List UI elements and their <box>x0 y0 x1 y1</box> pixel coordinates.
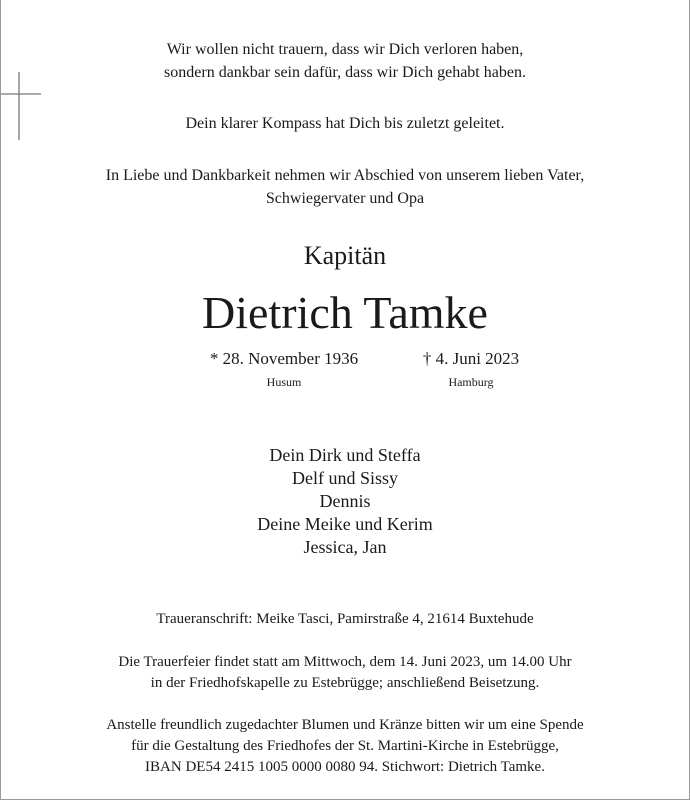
family-member: Dennis <box>319 491 371 511</box>
birth-place: Husum <box>266 375 302 389</box>
death-date: † 4. Juni 2023 <box>422 349 520 368</box>
life-dates <box>1 348 689 394</box>
family-list <box>1 444 689 559</box>
mourning-address: Traueranschrift: Meike Tasci, Pamirstraße 4, 21614 Buxtehude <box>156 611 534 627</box>
family-member: Deine Meike und Kerim <box>257 514 433 534</box>
birth-date: * 28. November 1936 <box>209 349 359 368</box>
birth-info <box>194 348 374 390</box>
donation-line-1: Anstelle freundlich zugedachter Blumen und Kränze bitten wir um eine Spende <box>106 717 584 733</box>
family-member: Dein Dirk und Steffa <box>269 445 421 465</box>
farewell-line-1: In Liebe und Dankbarkeit nehmen wir Abschied von unserem lieben Vater, <box>105 167 585 184</box>
intro-line-2: sondern dankbar sein dafür, dass wir Dich gehabt haben. <box>164 64 526 81</box>
intro-line-1: Wir wollen nicht trauern, dass wir Dich verloren haben, <box>166 41 524 58</box>
donation-line-3: IBAN DE54 2415 1005 0000 0080 94. Stichwort: Dietrich Tamke. <box>145 759 545 775</box>
intro-quote <box>1 38 689 84</box>
death-info <box>381 348 561 390</box>
farewell-line-2: Schwiegervater und Opa <box>265 190 425 207</box>
donation-line-2: für die Gestaltung des Friedhofes der St. Martini-Kirche in Estebrügge, <box>131 738 559 754</box>
ceremony-line-1: Die Trauerfeier findet statt am Mittwoch, dem 14. Juni 2023, um 14.00 Uhr <box>118 654 572 670</box>
compass-line: Dein klarer Kompass hat Dich bis zuletzt geleitet. <box>185 115 505 132</box>
donation-info <box>1 715 689 778</box>
ceremony-info <box>1 652 689 694</box>
ceremony-line-2: in der Friedhofskapelle zu Estebrügge; anschließend Beisetzung. <box>150 675 540 691</box>
death-place: Hamburg <box>448 375 494 389</box>
deceased-name: Dietrich Tamke <box>202 287 488 338</box>
deceased-title: Kapitän <box>303 241 387 270</box>
family-member: Delf und Sissy <box>291 468 398 488</box>
family-member: Jessica, Jan <box>303 537 387 557</box>
farewell-text <box>1 164 689 210</box>
